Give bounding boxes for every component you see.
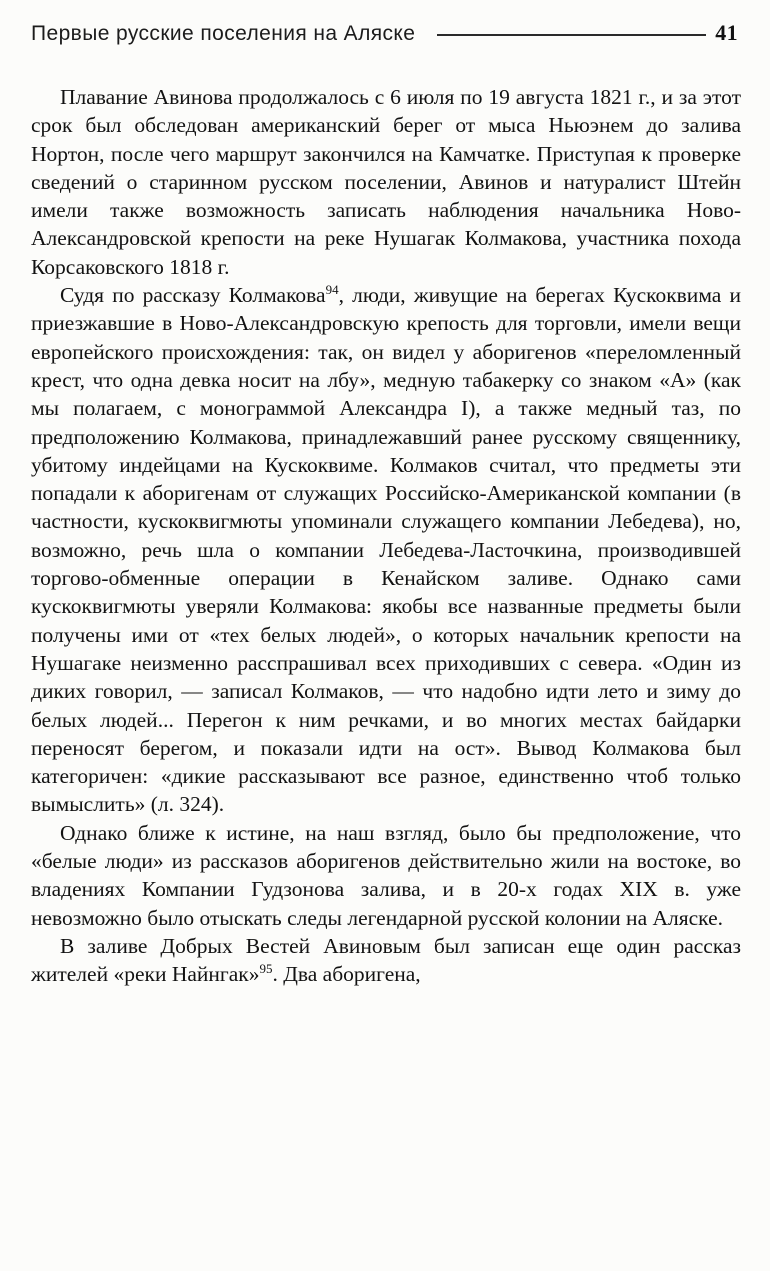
paragraph-text: В заливе Добрых Вестей Авиновым был записан еще один рассказ жителей «реки Найнгак» [31, 933, 741, 987]
header-rule [437, 34, 706, 36]
paragraph-kolmakov-story [31, 281, 741, 819]
footnote-ref-94: 94 [325, 282, 339, 298]
footnote-ref-95: 95 [259, 961, 273, 977]
paragraph-text: Плавание Авинова продолжалось с 6 июля по 19 августа 1821 г., и за этот срок был обследован американский берег от мыса Ньюэнем до залива Нортон, после чего маршрут закончился на Камчатке. Приступая к проверке сведений о старинном русском поселении, Авинов и натуралист Штейн имели также возможность записать наблюдения начальника Ново-Александровской крепости на реке Нушагак Колмакова, участника похода Корсаковского 1818 г. [31, 85, 741, 279]
paragraph-text: . Два аборигена, [272, 962, 421, 987]
paragraph-text: , люди, живущие на берегах Кускоквима и приезжавшие в Ново-Александровскую крепость для торговли, имели вещи европейского происхождения: так, он видел у аборигенов «переломленный крест, что одна девка носит на лбу», медную табакерку со знаком «А» (как мы полагаем, с монограммой Александра I), а также медный таз, по предположению Колмакова, принадлежавший ранее русскому священнику, убитому индейцами на Кускоквиме. Колмаков считал, что предметы эти попадали к аборигенам от служащих Российско-Американской компании (в частности, кускоквигмюты упоминали служащего компании Лебедева), но, возможно, речь шла о компании Лебедева-Ласточкина, производившей торгово-обменные операции в Кенайском заливе. Однако сами кускоквигмюты уверяли Колмакова: якобы все названные предметы были получены ими от «тех белых людей», о которых начальник крепости на Нушагаке неизменно расспрашивал всех приходивших с севера. «Один из диких говорил, — записал Колмаков, — что надобно идти лето и зиму до белых людей... Перегон к ним речками, и во многих местах байдарки переносят берегом, и показали идти на ост». Вывод Колмакова был категоричен: «дикие рассказывают все разное, единственно чтоб только вымыслить» (л. 324). [31, 283, 741, 817]
paragraph-hudson-bay-hypothesis [31, 819, 741, 932]
page-header [31, 20, 738, 46]
running-title: Первые русские поселения на Аляске [31, 22, 416, 45]
paragraph-text: Однако ближе к истине, на наш взгляд, было бы предположение, что «белые люди» из рассказов аборигенов действительно жили на востоке, во владениях Компании Гудзонова залива, и в 20-х годах XIX в. уже невозможно было отыскать следы легендарной русской колонии на Аляске. [31, 820, 741, 930]
page-body [31, 83, 741, 989]
page-number: 41 [715, 20, 738, 45]
paragraph-text: Судя по рассказу Колмакова [60, 283, 326, 308]
paragraph-voyage-avinov [31, 83, 741, 281]
paragraph-good-news-bay [31, 932, 741, 989]
